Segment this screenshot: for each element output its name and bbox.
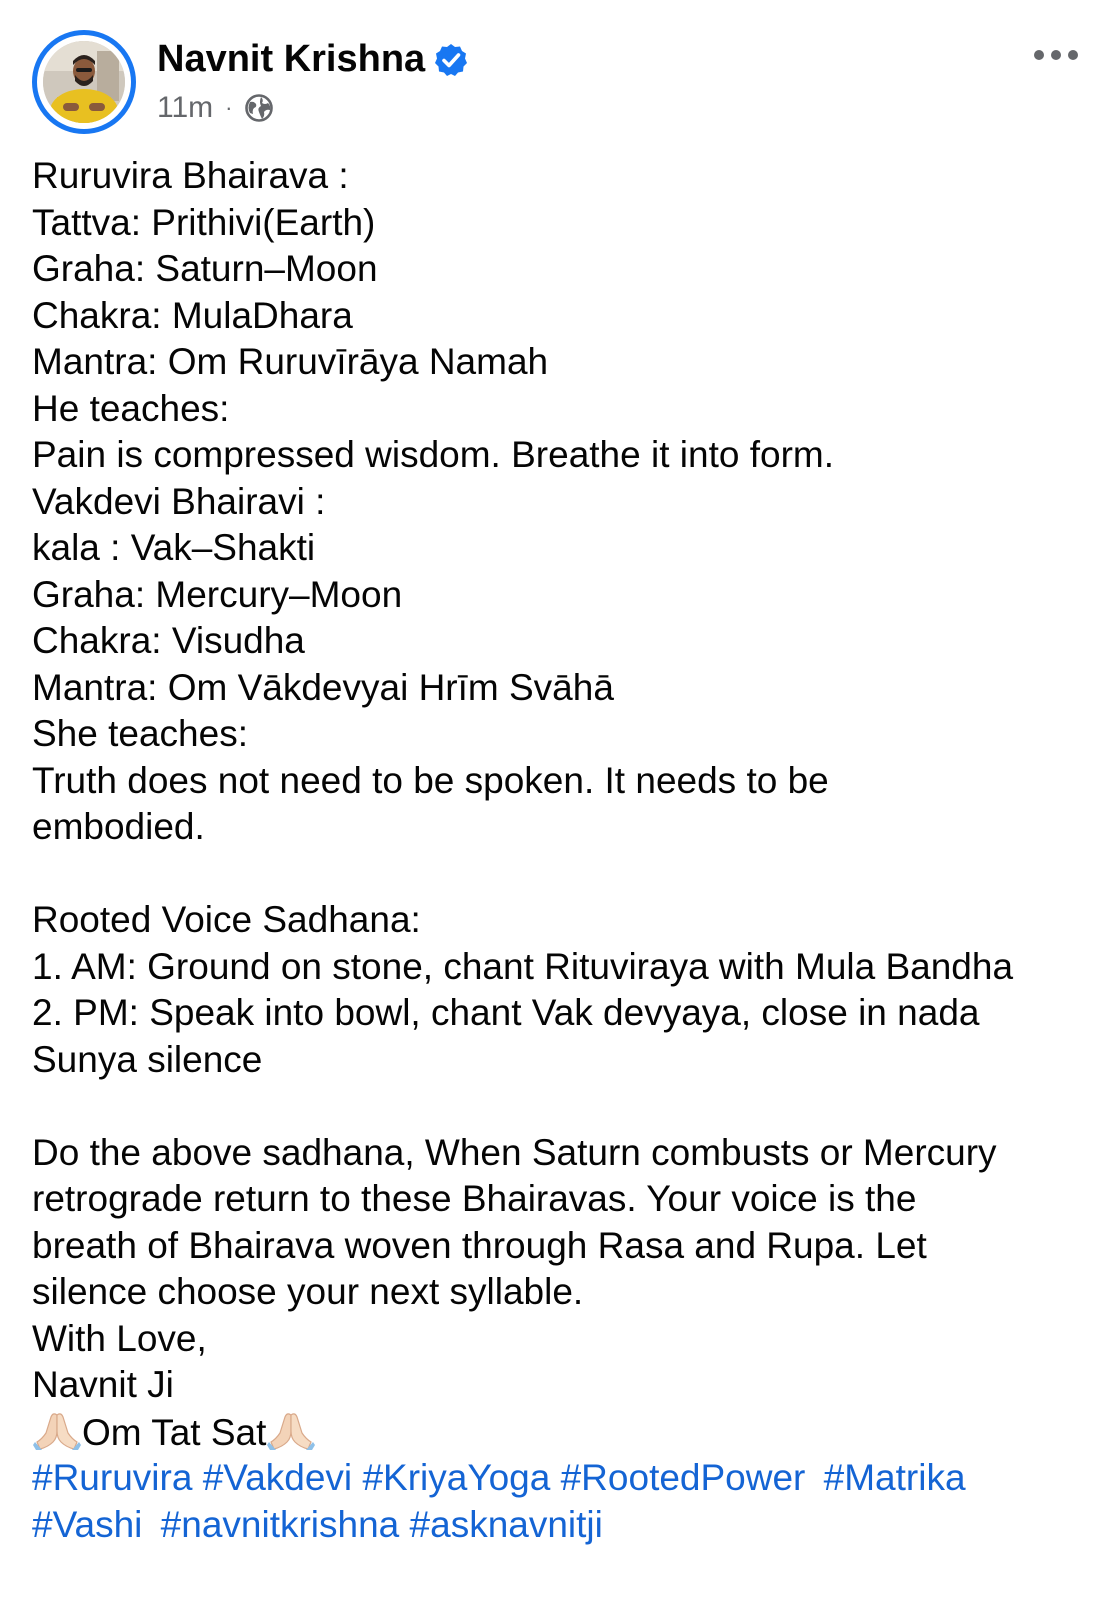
post-header <box>0 0 1110 150</box>
post-text-line: Graha: Saturn–Moon <box>32 248 378 289</box>
hashtag-link[interactable]: #RootedPower <box>560 1457 806 1498</box>
author-name[interactable]: Navnit Krishna <box>157 38 426 80</box>
post-text-line: Tattva: Prithivi(Earth) <box>32 201 376 243</box>
meta-separator: · <box>225 95 233 120</box>
post-text-line: Mantra: Om Vākdevyai Hrīm Svāhā <box>32 666 614 708</box>
post-text-line: Rooted Voice Sadhana: <box>32 899 421 940</box>
praying-hands-icon <box>266 1409 316 1451</box>
avatar-photo <box>43 41 125 123</box>
post-text-line: 1. AM: Ground on stone, chant Rituviraya with Mula Bandha <box>32 945 1014 987</box>
hashtag-link[interactable]: #Vashi <box>32 1503 143 1545</box>
hashtags-line-2 <box>32 1502 1102 1549</box>
hashtag-link[interactable]: #Vakdevi <box>202 1457 353 1498</box>
post-text-line: With Love, <box>32 1317 207 1359</box>
hashtag-link[interactable]: #asknavnitji <box>409 1503 603 1545</box>
more-options-icon[interactable] <box>1030 44 1082 66</box>
hashtag-link[interactable]: #Ruruvira <box>32 1457 193 1498</box>
post-text-line: Ruruvira Bhairava : <box>32 155 349 196</box>
paragraph-gap <box>32 1083 1102 1130</box>
post-text-line: Navnit Ji <box>32 1364 174 1405</box>
post-text-line: breath of Bhairava woven through Rasa and Rupa. Let <box>32 1224 927 1266</box>
hashtags-line-1 <box>32 1455 1102 1502</box>
post-text-line: Chakra: MulaDhara <box>32 294 353 336</box>
profile-avatar[interactable] <box>32 30 136 134</box>
post-text-line: Pain is compressed wisdom. Breathe it into form. <box>32 434 834 475</box>
paragraph-gap <box>32 851 1102 898</box>
post-body <box>32 153 1102 1548</box>
post-text-line: Mantra: Om Ruruvīrāya Namah <box>32 341 549 382</box>
closing-text: Om Tat Sat <box>82 1411 267 1453</box>
post-text-line: He teaches: <box>32 387 230 429</box>
globe-icon[interactable] <box>244 93 274 123</box>
hashtag-link[interactable]: #KriyaYoga <box>362 1457 551 1498</box>
post-text-line: silence choose your next syllable. <box>32 1271 584 1312</box>
post-timestamp[interactable]: 11m <box>157 91 214 124</box>
hashtag-link[interactable]: #navnitkrishna <box>160 1503 400 1545</box>
post-text-line: Chakra: Visudha <box>32 620 305 661</box>
post-text-line: Truth does not need to be spoken. It needs to be <box>32 759 829 801</box>
post-text-line: retrograde return to these Bhairavas. Your voice is the <box>32 1178 917 1219</box>
verified-badge-icon <box>433 42 469 78</box>
post-text-line: 2. PM: Speak into bowl, chant Vak devyaya, close in nada <box>32 992 980 1033</box>
post-meta <box>157 90 274 126</box>
post-text-line: embodied. <box>32 806 205 847</box>
post-text-line: kala : Vak–Shakti <box>32 527 316 568</box>
post-text-line: She teaches: <box>32 713 248 754</box>
praying-hands-icon <box>32 1409 82 1451</box>
post-text-line: Do the above sadhana, When Saturn combusts or Mercury <box>32 1131 997 1173</box>
post-text <box>32 153 1102 1409</box>
hashtag-link[interactable]: #Matrika <box>823 1457 966 1498</box>
post-text-line: Sunya silence <box>32 1038 263 1080</box>
post-text-line: Vakdevi Bhairavi : <box>32 480 326 522</box>
closing-line <box>32 1409 1102 1456</box>
post-text-line: Graha: Mercury–Moon <box>32 573 403 615</box>
